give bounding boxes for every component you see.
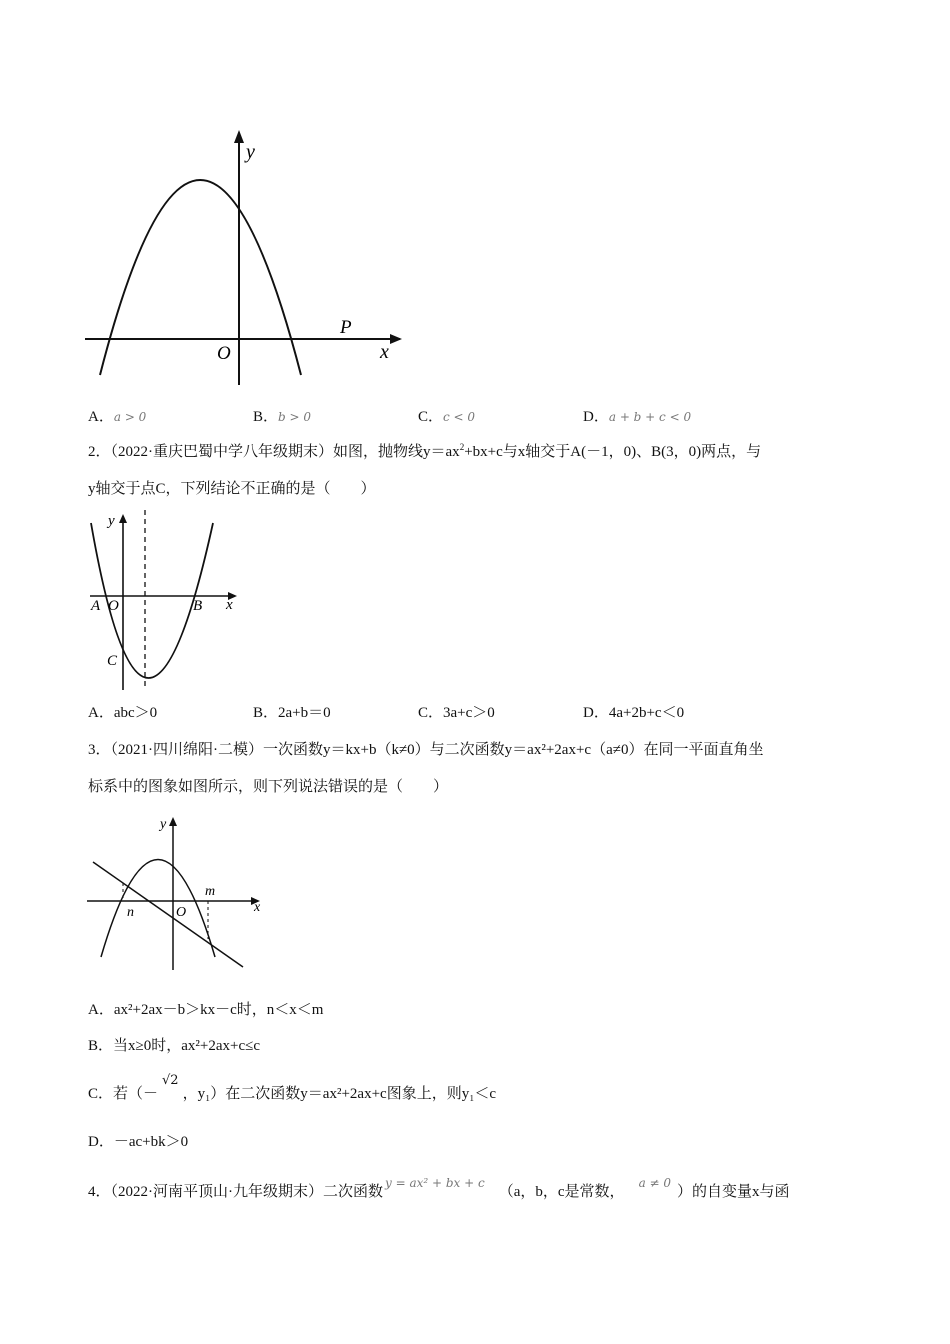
fig3-y-label: y [160,817,167,832]
fig2-c-label: C [107,653,118,669]
figure-2-parabola [85,508,245,693]
fig2-b-label: B [193,598,203,614]
fig3-y-arrow [169,817,177,826]
q1-option-a-expr: a > 0 [113,410,147,424]
q1-option-d[interactable]: D．a + b + c < 0 [583,409,692,425]
fig1-y-label: y [246,141,255,163]
q2-number: 2． [88,444,111,460]
q1-option-b-expr: b > 0 [278,410,312,424]
fig1-p-label: P [340,317,352,338]
q2-source: （2022·重庆巴蜀中学八年级期末）如图，抛物线 [110,444,424,460]
q1-option-b[interactable]: B．b > 0 [253,409,312,425]
fig1-parabola-curve [100,180,301,375]
q3-option-c-sqrt: √2 [162,1073,179,1088]
q2-stem-line2: y轴交于点C，下列结论不正确的是（ ） [88,481,376,497]
q2-option-b[interactable]: B．2a+b＝0 [253,705,331,721]
q3-option-b[interactable]: B．当x≥0时，ax²+2ax+c≤c [88,1038,261,1054]
figure-1-parabola [80,125,410,390]
fig2-o-label: O [108,598,119,614]
fig3-m-label: m [205,884,216,899]
figure-3-line-and-parabola [85,812,270,972]
q2-stem-mid: 与x轴交于A(－1，0)、B(3，0)两点，与 [502,444,762,460]
fig3-x-label: x [254,900,261,915]
fig2-y-arrow [119,514,127,523]
fig3-n-label: n [127,905,134,920]
q1-option-c-expr: c < 0 [443,410,476,424]
fig2-y-label: y [108,513,115,529]
q2-stem-line1 [88,442,761,462]
q3-option-a[interactable]: A．ax²+2ax－b＞kx－c时，n＜x＜m [88,1002,324,1018]
fig1-y-arrow [234,130,244,143]
q4-condition: a ≠ 0 [638,1176,672,1190]
fig2-x-label: x [226,597,233,613]
q2-option-c[interactable]: C．3a+c＞0 [418,705,495,721]
q2-option-d[interactable]: D．4a+2b+c＜0 [583,705,685,721]
fig1-x-label: x [380,341,389,363]
fig2-a-label: A [91,598,101,614]
q3-stem-line2: 标系中的图象如图所示，则下列说法错误的是（ ） [88,779,449,795]
q4-equation: y = ax² + bx + c [385,1176,485,1190]
q3-option-d[interactable]: D．－ac+bk＞0 [88,1134,189,1150]
q2-equation: $y=ax^2+bx+c$ [423,442,503,460]
q3-stem-line1: 3．（2021·四川绵阳·二模）一次函数y＝kx+b（k≠0）与二次函数y＝ax²+2ax+c（a≠0）在同一平面直角坐 [88,742,764,758]
q4-stem-line1: 4．（2022·河南平顶山·九年级期末）二次函数$^{y = ax^2 + bx + c}$（a，b，c是常数，$^{a \ne 0}$）的自变量x与函 [88,1176,790,1200]
fig3-o-label: O [176,905,187,920]
fig1-origin-label: O [217,343,231,364]
q1-option-d-expr: a + b + c < 0 [608,410,692,424]
fig1-x-arrow [390,334,402,344]
q1-option-c[interactable]: C．c < 0 [418,409,476,425]
q3-option-c[interactable]: C．若（－√2，y₁）在二次函数y＝ax²+2ax+c图象上，则y₁＜c [88,1073,497,1102]
q2-option-a[interactable]: A．abc＞0 [88,705,158,721]
q1-option-a[interactable]: A．a > 0 [88,409,147,425]
